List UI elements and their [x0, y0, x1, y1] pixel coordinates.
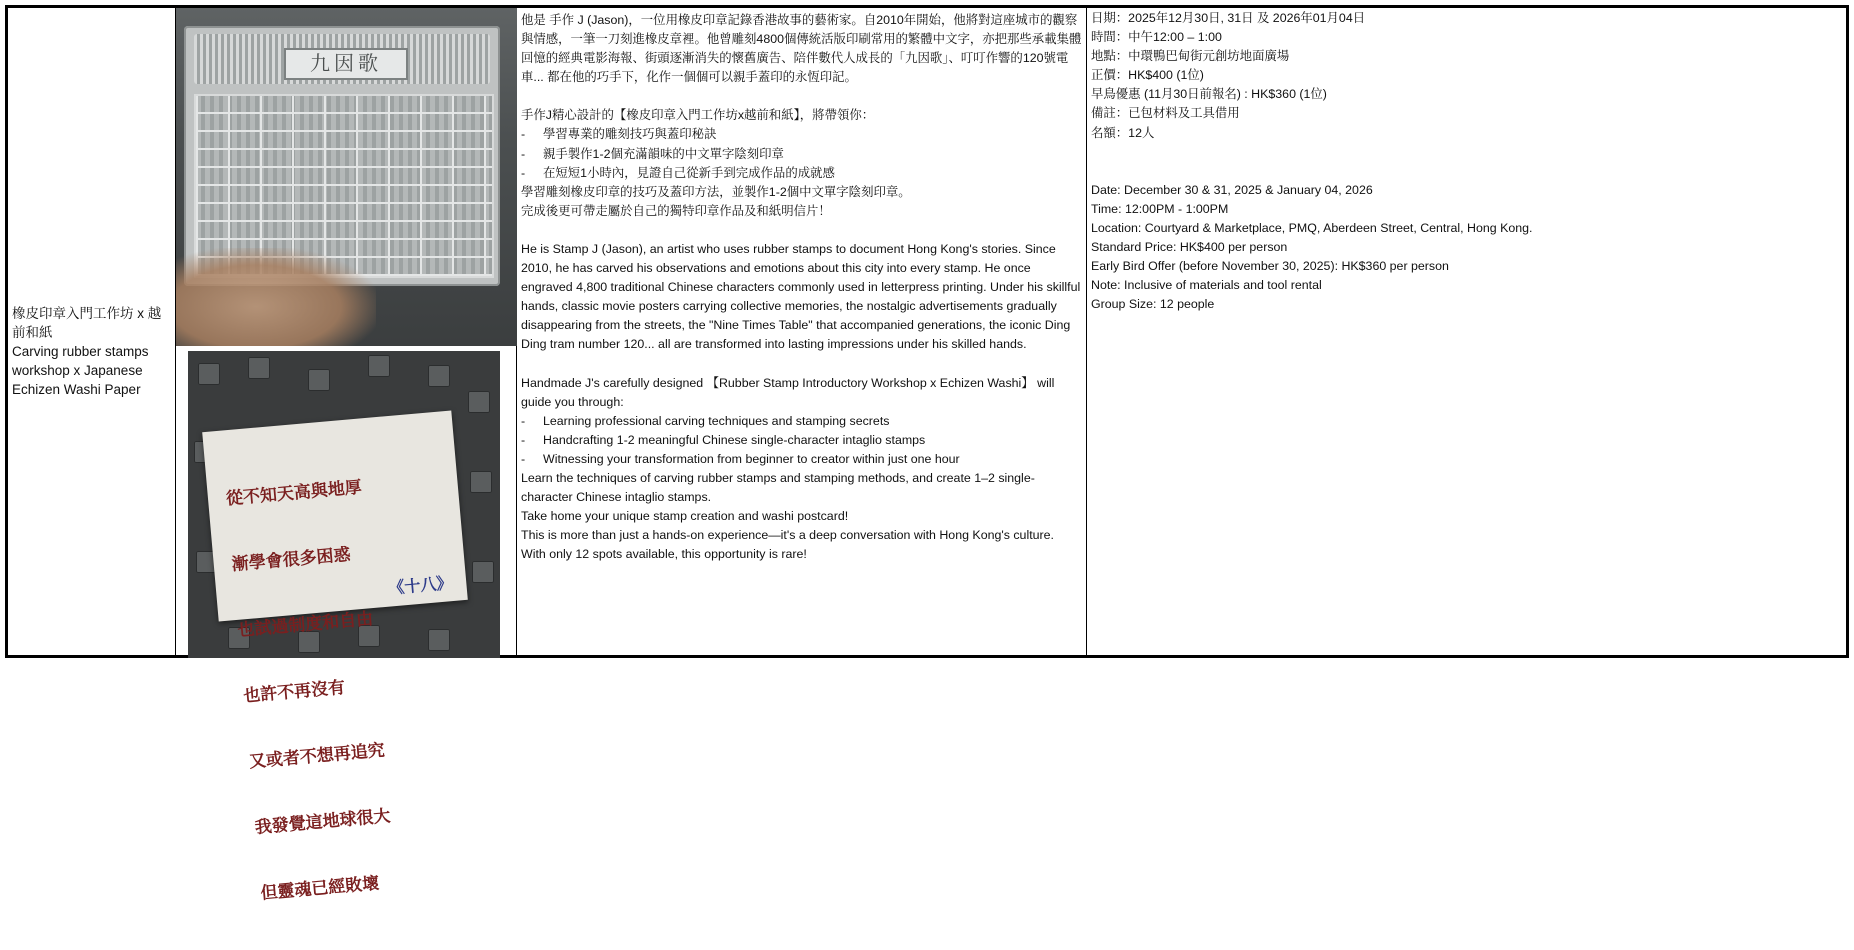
title-cell [8, 8, 176, 655]
detail-en-group-size: Group Size: 12 people [1091, 297, 1215, 312]
stamp-chip [428, 365, 450, 387]
stamp-chip [472, 561, 494, 583]
en-guide: Handmade J's carefully designed 【Rubber Stamp Introductory Workshop x Echizen Washi】 will guide you through: [521, 375, 1055, 409]
details-cell [1087, 8, 1846, 655]
stamp-block-photo [176, 8, 517, 346]
poem-line: 漸學會很多困惑 [231, 544, 352, 576]
detail-zh-time: 時間：中午12:00 – 1:00 [1091, 30, 1222, 45]
poem-line: 我發覺這地球很大 [254, 806, 392, 839]
en-intro: He is Stamp J (Jason), an artist who uses rubber stamps to document Hong Kong's stories. Since 2010, he has carved his observations and emotions about this city into every stamp. He once engraved 4,800 traditional Chinese characters commonly used in letterpress printing. Under his skillful hands, classic movie posters carrying collective memories, the nostalgic advertisements gradually disappearing from the streets, the "Nine Times Table" that accompanied generations, the iconic Ding Ding tram number 120... all are transformed into lasting impressions under his skilled hands. [521, 241, 1081, 352]
zh-guide: 手作J精心設計的【橡皮印章入門工作坊x越前和紙】，將帶領你： [521, 108, 875, 123]
title-zh: 橡皮印章入門工作坊 x 越前和紙 [12, 306, 162, 340]
photos-cell [176, 8, 517, 904]
zh-learn: 學習雕刻橡皮印章的技巧及蓋印方法，並製作1-2個中文單字陰刻印章。 [521, 184, 911, 199]
zh-bullet-text: 學習專業的雕刻技巧與蓋印秘訣 [543, 127, 717, 142]
poem-line: 又或者不想再追究 [248, 740, 386, 773]
poem-text [221, 425, 484, 948]
zh-intro: 他是 手作 J (Jason)，一位用橡皮印章記錄香港故事的藝術家。自2010年開始，他將對這座城市的觀察與情感，一筆一刀刻進橡皮章裡。他曾雕刻4800個傳統活版印刷常用的繁體中文字，亦把那些承載集體回憶的經典電影海報、街頭逐漸消失的懷舊廣告、陪伴數代人成長的「九因歌」、叮叮作響的120號電車... 都在他的巧手下，化作一個個可以親手蓋印的永恆印記。 [521, 13, 1082, 85]
detail-en-time: Time: 12:00PM - 1:00PM [1091, 201, 1229, 216]
en-bullet: - Witnessing your transformation from beginner to creator within just one hour [521, 450, 1082, 469]
block-banner [194, 34, 490, 84]
en-bullet-text: Handcrafting 1-2 meaningful Chinese single-character intaglio stamps [543, 432, 926, 447]
detail-zh-early-bird: 早鳥優惠 (11月30日前報名) : HK$360 (1位) [1091, 87, 1327, 102]
zh-bullet: - 親手製作1-2個充滿韻味的中文單字陰刻印章 [521, 145, 1082, 164]
poem-mark: 《十八》 [387, 573, 454, 598]
stamp-chip [198, 363, 220, 385]
stamp-chip [368, 355, 390, 377]
printed-paper [202, 410, 468, 904]
poem-line: 也試過制度和自由 [236, 609, 374, 641]
detail-en-location: Location: Courtyard & Marketplace, PMQ, Aberdeen Street, Central, Hong Kong. [1091, 220, 1533, 235]
workshop-table [5, 5, 1849, 904]
block-banner-title: 九因歌 [284, 48, 408, 80]
detail-en-note: Note: Inclusive of materials and tool rental [1091, 278, 1322, 293]
title-block [12, 304, 171, 399]
zh-bullet-text: 親手製作1-2個充滿韻味的中文單字陰刻印章 [543, 146, 784, 161]
stamp-print-photo [188, 351, 500, 904]
detail-zh-price: 正價：HK$400 (1位) [1091, 68, 1204, 83]
detail-zh-quota: 名額：12人 [1091, 125, 1155, 140]
poem-line: 從不知天高與地厚 [225, 477, 363, 510]
letterpress-block [184, 26, 500, 286]
stamp-chip [308, 369, 330, 391]
detail-en-early-bird: Early Bird Offer (before November 30, 2025): HK$360 per person [1091, 259, 1449, 274]
poem-line: 但靈魂已經敗壞 [259, 873, 381, 904]
zh-bullet: - 在短短1小時內，見證自己從新手到完成作品的成就感 [521, 164, 1082, 183]
detail-zh-note: 備註：已包材料及工具借用 [1091, 106, 1240, 121]
zh-bullet-text: 在短短1小時內，見證自己從新手到完成作品的成就感 [543, 165, 835, 180]
stamp-chip [470, 471, 492, 493]
en-bullet-text: Learning professional carving techniques and stamping secrets [543, 413, 890, 428]
hand-shape [176, 248, 376, 346]
description-cell [517, 8, 1087, 655]
en-closing: This is more than just a hands-on experience—it's a deep conversation with Hong Kong's culture. With only 12 spots available, this opportunity is rare! [521, 528, 1054, 562]
title-en: Carving rubber stamps workshop x Japanese Echizen Washi Paper [12, 344, 149, 397]
stamp-chip [248, 357, 270, 379]
detail-en-date: Date: December 30 & 31, 2025 & January 04, 2026 [1091, 182, 1373, 197]
stamp-chip [468, 391, 490, 413]
en-bullet: - Handcrafting 1-2 meaningful Chinese single-character intaglio stamps [521, 431, 1082, 450]
detail-zh-date: 日期：2025年12月30日, 31日 及 2026年01月04日 [1091, 11, 1366, 25]
zh-bullet: - 學習專業的雕刻技巧與蓋印秘訣 [521, 125, 1082, 144]
en-takehome: Take home your unique stamp creation and washi postcard! [521, 509, 849, 524]
en-learn: Learn the techniques of carving rubber stamps and stamping methods, and create 1–2 single-character Chinese intaglio stamps. [521, 470, 1035, 505]
en-bullet-text: Witnessing your transformation from beginner to creator within just one hour [543, 451, 960, 466]
detail-en-price: Standard Price: HK$400 per person [1091, 239, 1288, 254]
zh-takehome: 完成後更可帶走屬於自己的獨特印章作品及和紙明信片！ [521, 203, 831, 218]
poem-line: 也許不再沒有 [242, 677, 346, 707]
detail-zh-location: 地點：中環鴨巴甸街元創坊地面廣場 [1091, 49, 1290, 64]
en-bullet: - Learning professional carving techniques and stamping secrets [521, 412, 1082, 431]
